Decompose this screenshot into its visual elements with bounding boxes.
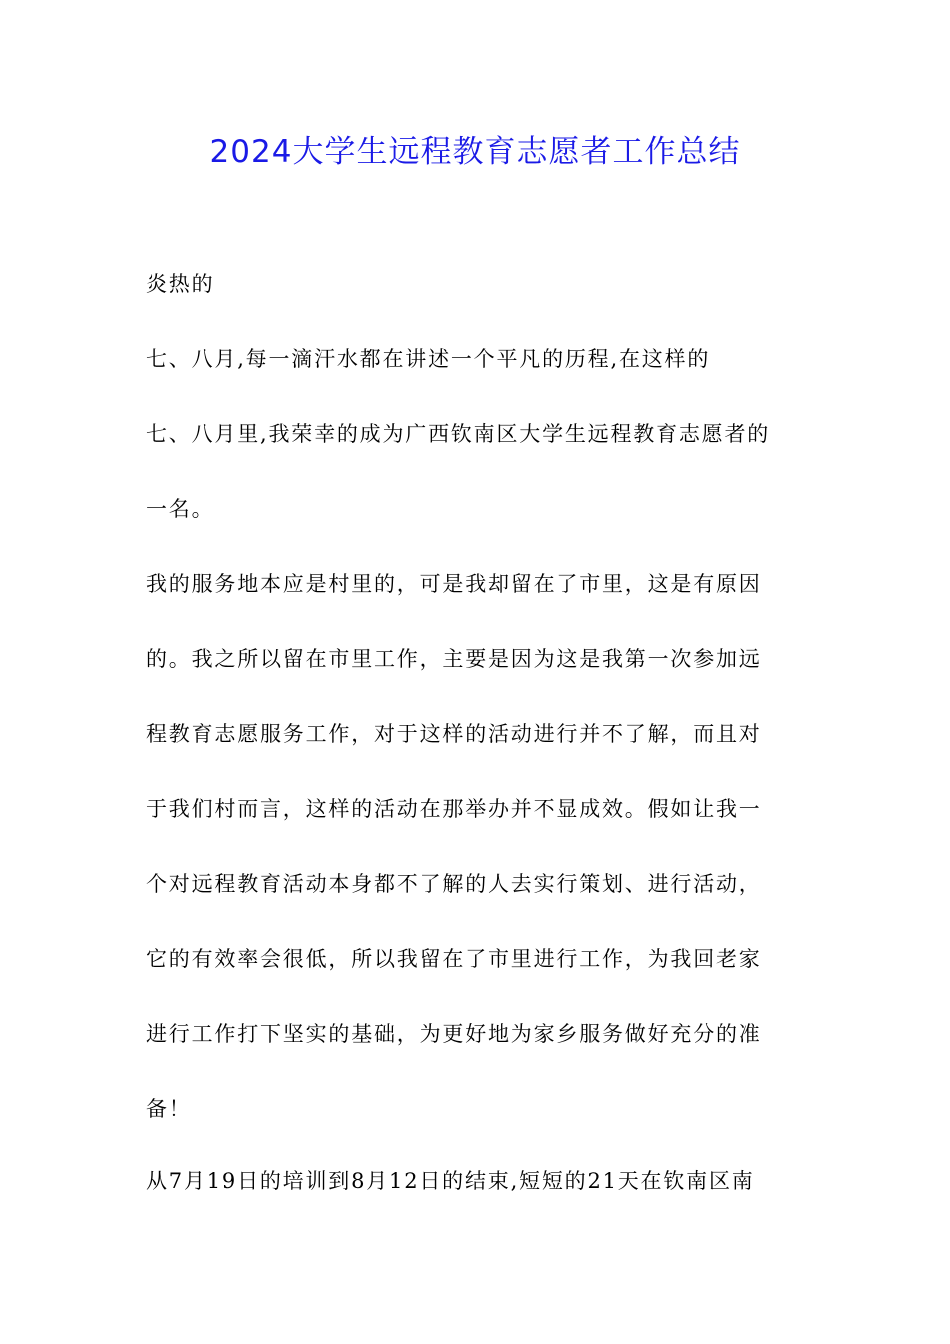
paragraph-line: 七、八月里,我荣幸的成为广西钦南区大学生远程教育志愿者的 xyxy=(146,422,771,446)
paragraph-line: 它的有效率会很低，所以我留在了市里进行工作，为我回老家 xyxy=(146,947,762,971)
paragraph-line: 七、八月,每一滴汗水都在讲述一个平凡的历程,在这样的 xyxy=(146,347,711,371)
paragraph-line: 程教育志愿服务工作，对于这样的活动进行并不了解，而且对 xyxy=(146,722,762,746)
paragraph-line: 于我们村而言，这样的活动在那举办并不显成效。假如让我一 xyxy=(146,797,762,821)
paragraph-line: 一名。 xyxy=(146,497,215,521)
paragraph-line: 我的服务地本应是村里的，可是我却留在了市里，这是有原因 xyxy=(146,572,762,596)
paragraph-line: 从7月19日的培训到8月12日的结束,短短的21天在钦南区南 xyxy=(146,1169,755,1193)
paragraph-line: 炎热的 xyxy=(146,272,215,296)
document-title: 2024大学生远程教育志愿者工作总结 xyxy=(209,134,741,170)
paragraph-line: 进行工作打下坚实的基础，为更好地为家乡服务做好充分的准 xyxy=(146,1022,762,1046)
paragraph-line: 的。我之所以留在市里工作，主要是因为这是我第一次参加远 xyxy=(146,647,762,671)
paragraph-line: 个对远程教育活动本身都不了解的人去实行策划、进行活动， xyxy=(146,872,762,896)
paragraph-line: 备！ xyxy=(146,1097,192,1121)
